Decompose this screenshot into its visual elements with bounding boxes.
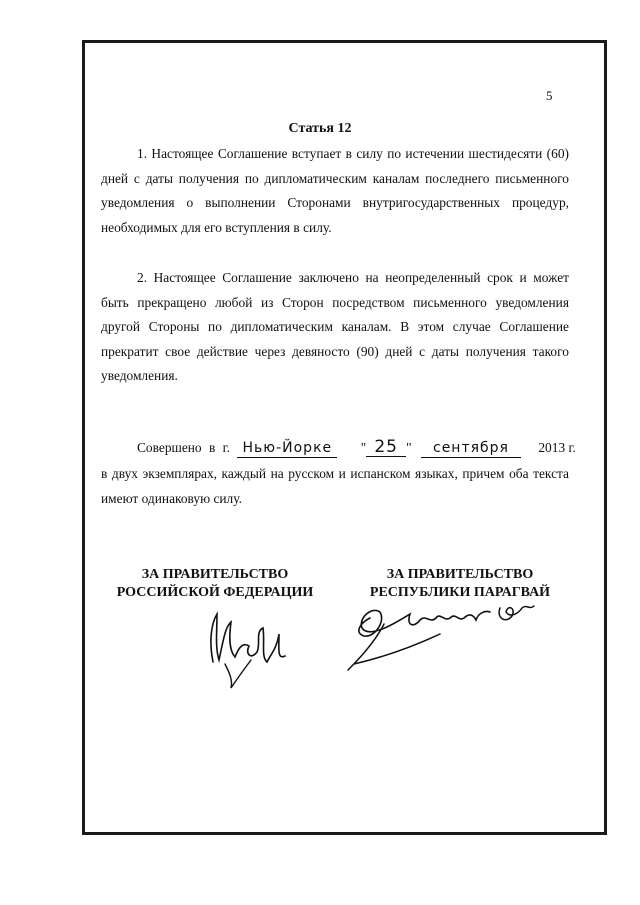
article-paragraph-2: [101, 266, 569, 389]
article-paragraph-1: [101, 142, 569, 240]
signature-russia: [195, 602, 305, 692]
page-number: 5: [546, 88, 553, 103]
quote-open: ": [360, 440, 367, 455]
city-field: Нью-Йорке: [237, 439, 337, 458]
signatory-russia-line2: РОССИЙСКОЙ ФЕДЕРАЦИИ: [116, 585, 314, 600]
signature-paraguay: [340, 578, 560, 673]
year-text: 2013 г.: [538, 440, 576, 455]
execution-continuation: в двух экземплярах, каждый на русском и испанском языках, причем оба текста имеют одинаковую силу.: [101, 466, 569, 506]
paragraph-2-text: 2. Настоящее Соглашение заключено на неопределенный срок и может быть прекращено любой из Сторон посредством письменного уведомления другой Стороны по дипломатическим каналам. В этом случае Соглашение прекратит свое действие через девяносто (90) дней с даты получения такого уведомления.: [101, 270, 569, 383]
paragraph-1-text: 1. Настоящее Соглашение вступает в силу по истечении шестидесяти (60) дней с даты получения по дипломатическим каналам последнего письменного уведомления о выполнении Сторонами внутригосударственных процедур, необходимых для его вступления в силу.: [101, 146, 569, 235]
signatory-russia-line1: ЗА ПРАВИТЕЛЬСТВО: [141, 567, 289, 582]
quote-close: ": [406, 440, 412, 455]
article-title: Статья 12: [288, 121, 352, 136]
day-field: 25: [366, 438, 406, 457]
execution-first-line: [101, 436, 576, 462]
signatory-paraguay-line2: РЕСПУБЛИКИ ПАРАГВАЙ: [369, 585, 551, 600]
month-field: сентября: [421, 439, 521, 458]
signatory-paraguay-line1: ЗА ПРАВИТЕЛЬСТВО: [386, 567, 534, 582]
signatory-block-russia: [100, 566, 330, 602]
execution-prefix: Совершено в г.: [137, 440, 230, 455]
execution-clause: [101, 436, 576, 511]
